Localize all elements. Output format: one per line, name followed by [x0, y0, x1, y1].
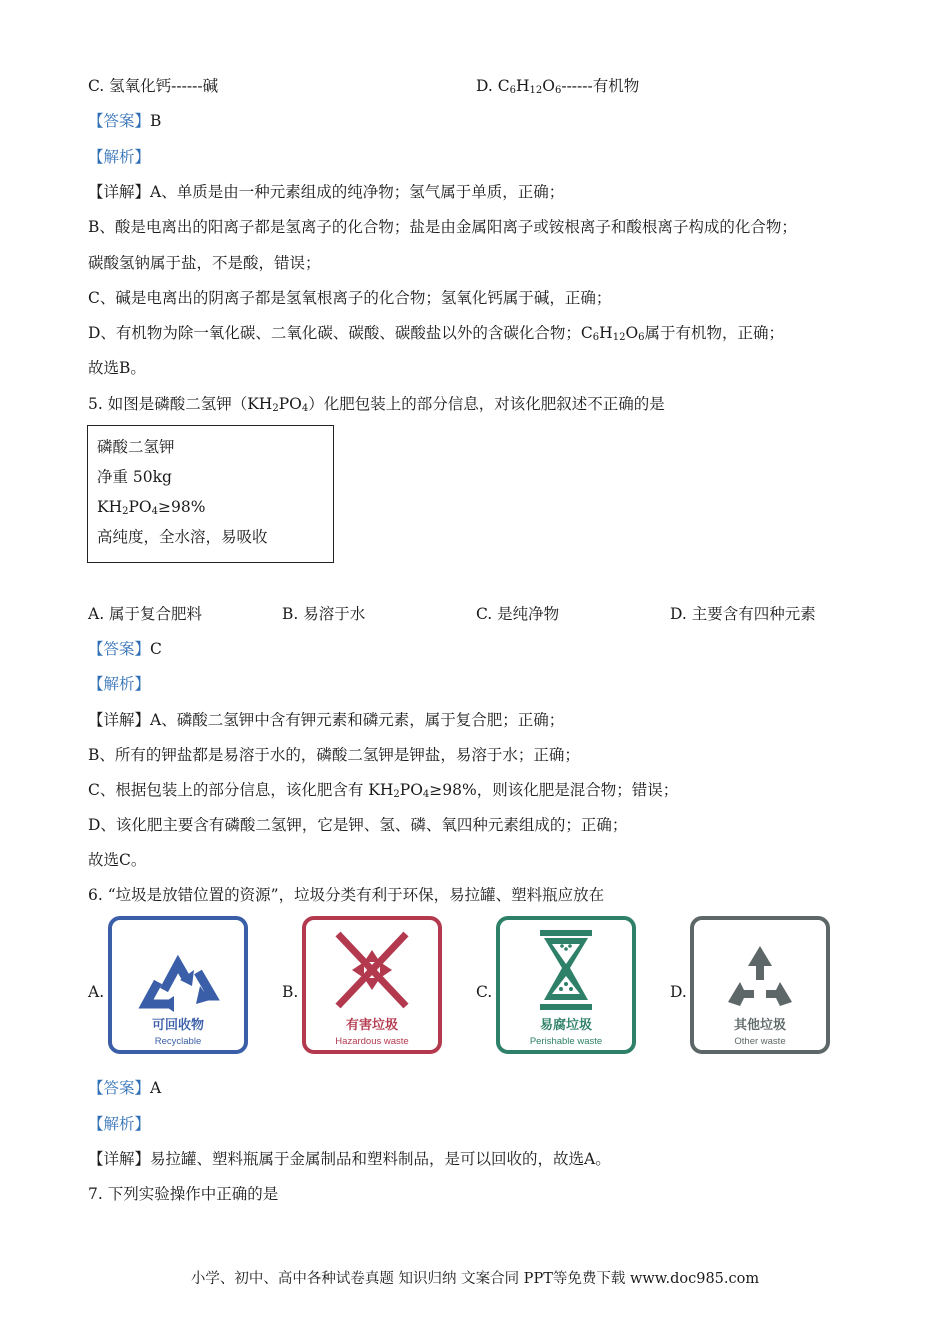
label-line-weight: 净重 50kg: [97, 468, 172, 486]
q5-stem: 5. 如图是磷酸二氢钾$(KH_2PO_4)$化肥包装上的部分信息，对该化肥叙述不正确的是: [88, 395, 665, 414]
label-line-features: 高纯度，全水溶，易吸收: [97, 528, 268, 546]
fertilizer-label-box: [87, 425, 334, 563]
bin-cn-label: 可回收物: [151, 1018, 204, 1033]
q6-answer: 【答案】A: [88, 1079, 162, 1097]
bin-en-label: Perishable waste: [529, 1036, 603, 1047]
q5-answer: 【答案】C: [88, 640, 162, 658]
q6-option-a-label: A.: [88, 983, 105, 1001]
q7-stem: 7. 下列实验操作中正确的是: [88, 1185, 279, 1203]
bin-cn-label: 其他垃圾: [733, 1018, 786, 1033]
q5-detail-3: C、根据包装上的部分信息，该化肥含有 $KH_2PO_4\ge 98\%$，则该化肥是混合物；错误；: [88, 781, 679, 800]
q6-option-b-label: B.: [282, 983, 299, 1001]
q6-detail-1: 【详解】易拉罐、塑料瓶属于金属制品和塑料制品，是可以回收的，故选A。: [88, 1150, 611, 1168]
q4-analysis-tag: 【解析】: [88, 148, 151, 166]
recyclable-bin-icon: [108, 916, 248, 1054]
q5-option-b: B. 易溶于水: [282, 605, 366, 623]
bin-en-label: Other waste: [734, 1036, 786, 1047]
q4-option-d: D. $C_6H_{12}O_6------$有机物: [476, 77, 640, 96]
bin-en-label: Recyclable: [154, 1036, 202, 1047]
perishable-bin-icon: [496, 916, 636, 1054]
q4-detail-2: B、酸是电离出的阳离子都是氢离子的化合物；盐是由金属阳离子或铵根离子和酸根离子构成的化合物；: [88, 218, 797, 236]
q4-detail-3: 碳酸氢钠属于盐，不是酸，错误；: [88, 254, 321, 272]
bin-cn-label: 有害垃圾: [345, 1018, 398, 1033]
q5-conclusion: 故选C。: [88, 851, 147, 869]
q4-detail-4: C、碱是电离出的阴离子都是氢氧根离子的化合物；氢氧化钙属于碱，正确；: [88, 289, 612, 307]
q5-option-a: A. 属于复合肥料: [88, 605, 203, 623]
q6-stem: 6. “垃圾是放错位置的资源”，垃圾分类有利于环保，易拉罐、塑料瓶应放在: [88, 886, 605, 904]
page-footer: 小学、初中、高中各种试卷真题 知识归纳 文案合同 PPT等免费下载 www.doc985.com: [190, 1271, 760, 1287]
bin-en-label: Hazardous waste: [335, 1036, 409, 1047]
q5-options: [88, 603, 868, 625]
q5-option-d: D. 主要含有四种元素: [670, 605, 816, 623]
q4-option-c: C. 氢氧化钙------碱: [88, 77, 219, 95]
q6-option-c-label: C.: [476, 983, 493, 1001]
q5-detail-1: 【详解】A、磷酸二氢钾中含有钾元素和磷元素，属于复合肥；正确；: [88, 711, 565, 729]
label-line-name: 磷酸二氢钾: [97, 438, 175, 456]
label-line-purity: $KH_2PO_4\ge 98\%$: [97, 498, 206, 517]
other-waste-bin-icon: [690, 916, 830, 1054]
q6-analysis-tag: 【解析】: [88, 1115, 151, 1133]
q4-detail-1: 【详解】A、单质是由一种元素组成的纯净物；氢气属于单质，正确；: [88, 183, 565, 201]
q5-detail-4: D、该化肥主要含有磷酸二氢钾，它是钾、氢、磷、氧四种元素组成的；正确；: [88, 816, 628, 834]
q4-conclusion: 故选B。: [88, 359, 146, 377]
q6-option-d-label: D.: [670, 983, 687, 1001]
q5-option-c: C. 是纯净物: [476, 605, 560, 623]
q5-detail-2: B、所有的钾盐都是易溶于水的，磷酸二氢钾是钾盐，易溶于水；正确；: [88, 746, 580, 764]
q5-analysis-tag: 【解析】: [88, 675, 151, 693]
q4-answer: 【答案】B: [88, 112, 162, 130]
q4-detail-5: D、有机物为除一氧化碳、二氧化碳、碳酸、碳酸盐以外的含碳化合物；$C_6H_{12}O_6$属于有机物，正确；: [88, 324, 785, 343]
bin-cn-label: 易腐垃圾: [539, 1018, 592, 1033]
hazardous-bin-icon: [302, 916, 442, 1054]
